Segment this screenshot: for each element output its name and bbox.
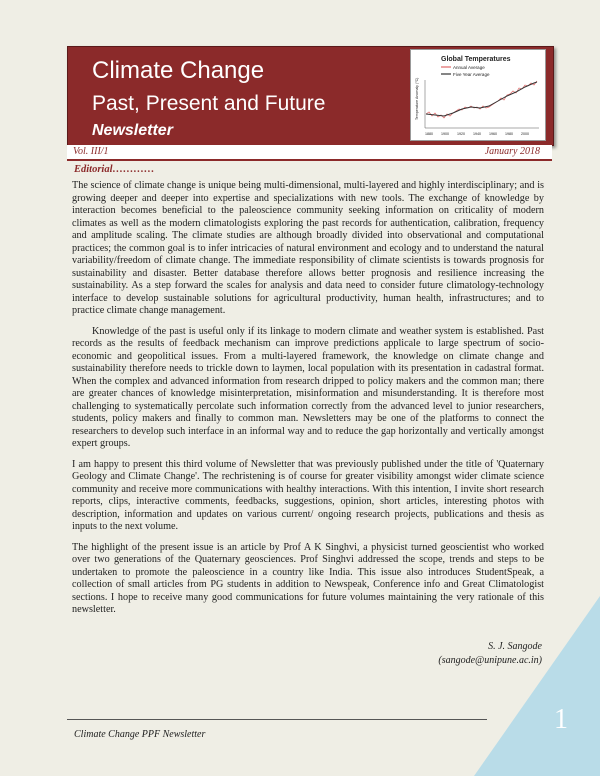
editorial-heading: Editorial………… (74, 164, 155, 175)
newsletter-subtitle: Past, Present and Future (92, 92, 326, 115)
paragraph: The highlight of the present issue is an article by Prof A K Singhvi, a physicist turned geoscientist who worked over two generations of the Quaternary geosciences. Prof Singhvi addressed the scope, trends and steps to be undertaken to promote the paleoscience in a country like India. This issue also introduces StudentSpeak, a collection of small articles from PG students in addition to Newspeak, Conference info and Great Climatologist sections. I hope to receive many good communications for future volumes maintaining the very rationale of this newsletter. (72, 541, 544, 615)
x-tick: 1940 (473, 132, 481, 136)
x-tick: 1960 (489, 132, 497, 136)
legend-annual: Annual Average (453, 65, 485, 70)
issue-bar (67, 145, 552, 161)
issue-date: January 2018 (484, 146, 540, 157)
figure-title: Global Temperatures (441, 56, 511, 63)
x-tick: 1980 (505, 132, 513, 136)
editorial-body (72, 180, 544, 625)
newsletter-kind: Newsletter (92, 122, 173, 139)
x-tick: 1880 (425, 132, 433, 136)
x-tick: 2000 (521, 132, 529, 136)
annual-average-series (426, 81, 537, 118)
footer-divider (67, 719, 487, 720)
signature-block (438, 640, 542, 668)
volume-label: Vol. III/1 (73, 146, 109, 157)
five-year-average-series (426, 82, 537, 116)
x-tick: 1900 (441, 132, 449, 136)
page-number: 1 (554, 704, 568, 735)
x-tick: 1920 (457, 132, 465, 136)
global-temperatures-figure (410, 49, 546, 141)
footer-text: Climate Change PPF Newsletter (74, 729, 206, 740)
x-tick-labels (425, 132, 529, 136)
author-name: S. J. Sangode (488, 641, 542, 652)
paragraph: The science of climate change is unique being multi-dimensional, multi-layered and highly interdisciplinary; and is growing deeper and deeper into expertise and specializations with new tools. The exchange of knowledge by interaction becomes beneficial to the paleoscience community seeking information on criticality of modern climates as well as the modern climatologists exploring the past records for authentication, calibration, frequency and amplitude scaling. The climate studies are although broadly divided into observational and computational practices; the common goal is to infer intricacies of natural environment and ecology and to understand the natural variability/freedom of climate change. The immediate responsibility of climate scientists is towards prognosis for sustainability and disaster. Better database therefore allows better prognosis and resilience increasing the sustainability. As a step forward the scales for analysis and data need to consider future climatology-technology interface to develop sustainable solutions for agricultural productivity, human health, infrastructures; and to practice climate change management. (72, 180, 544, 316)
y-axis-label: Temperature Anomaly (°C) (415, 77, 419, 120)
author-email: (sangode@unipune.ac.in) (438, 655, 542, 666)
paragraph: I am happy to present this third volume of Newsletter that was previously published under the title of 'Quaternary Geology and Climate Change'. The rechristening is of course for greater visibility amongst wider climate science community and receive more communications with healthy interactions. With this intention, I invite short research reports, clips, interactive comments, feedbacks, suggestions, opinion, short articles, interesting photos with description, information and updates on various current/ ongoing research projects, publications and thesis as inputs to the next volume. (72, 458, 544, 532)
legend-five-year: Five Year Average (453, 72, 490, 77)
paragraph: Knowledge of the past is useful only if its linkage to modern climate and weather system is established. Past records as the results of feedback mechanism can improve predictions applicale to large spectrum of socio-economic and geopolitical issues. From a multi-layered framework, the knowledge on climate change and sustainability therefore needs to trickle down to laymen, local population with its presentation in cadastral format. When the complex and advanced information from research dripped to policy makers and the common man; there are greater chances of knowledge misinterpretation, misinformation and misunderstanding. It is therefore most challenging to systematically percolate such information correctly from the advanced level to junior researchers, students, policy makers and finally to common man. Newsletters may be one of the platforms to connect the researchers to develop such interface in an informal way and to reduce the gap horizontally and vertically amongst expert groups. (72, 325, 544, 449)
newsletter-title: Climate Change (92, 57, 265, 84)
